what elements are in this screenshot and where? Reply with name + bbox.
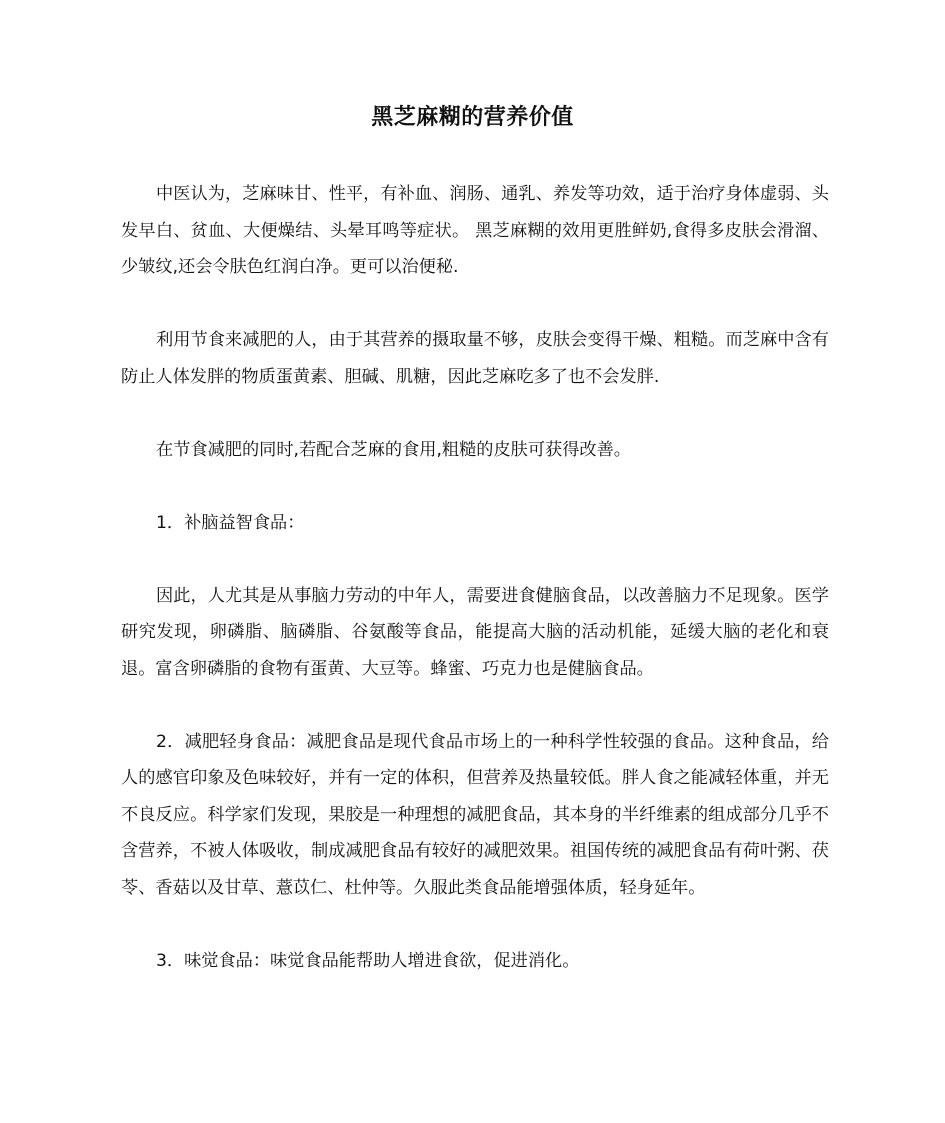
paragraph-spacer xyxy=(121,395,829,432)
paragraph-brain-food: 因此，人尤其是从事脑力劳动的中年人，需要进食健脑食品，以改善脑力不足现象。医学研究发现，卵磷脂、脑磷脂、谷氨酸等食品，能提高大脑的活动机能，延缓大脑的老化和衰退。富含卵磷脂的食物有蛋黄、大豆等。蜂蜜、巧克力也是健脑食品。 xyxy=(121,585,829,679)
paragraph-skin-improvement: 在节食减肥的同时,若配合芝麻的食用,粗糙的皮肤可获得改善。 xyxy=(156,439,631,460)
paragraph-spacer xyxy=(121,541,829,578)
paragraph-sesame-benefits: 中医认为，芝麻味甘、性平，有补血、润肠、通乳、养发等功效，适于治疗身体虚弱、头发早白、贫血、大便燥结、头晕耳鸣等症状。 黑芝麻糊的效用更胜鲜奶,食得多皮肤会滑溜、少皱纹,还会令肤色红润白净。更可以治便秘. xyxy=(121,184,829,277)
paragraph-spacer xyxy=(121,286,829,323)
document-body xyxy=(121,176,829,979)
paragraph-dieting: 利用节食来减肥的人，由于其营养的摄取量不够，皮肤会变得干燥、粗糙。而芝麻中含有防止人体发胖的物质蛋黄素、胆碱、肌糖，因此芝麻吃多了也不会发胖. xyxy=(121,330,829,387)
section-heading-brain-food: 1．补脑益智食品： xyxy=(156,512,305,533)
paragraph-spacer xyxy=(121,468,829,505)
paragraph-spacer xyxy=(121,906,829,943)
paragraph-spacer xyxy=(121,687,829,724)
paragraph-weight-loss-food: 2．减肥轻身食品：减肥食品是现代食品市场上的一种科学性较强的食品。这种食品，给人的感官印象及色味较好，并有一定的体积，但营养及热量较低。胖人食之能减轻体重，并无不良反应。科学家们发现，果胶是一种理想的减肥食品，其本身的半纤维素的组成部分几乎不含营养，不被人体吸收，制成减肥食品有较好的减肥效果。祖国传统的减肥食品有荷叶粥、茯苓、香菇以及甘草、薏苡仁、杜仲等。久服此类食品能增强体质，轻身延年。 xyxy=(121,731,829,898)
document-title: 黑芝麻糊的营养价值 xyxy=(371,105,574,130)
paragraph-taste-food: 3．味觉食品：味觉食品能帮助人增进食欲，促进消化。 xyxy=(156,950,580,971)
